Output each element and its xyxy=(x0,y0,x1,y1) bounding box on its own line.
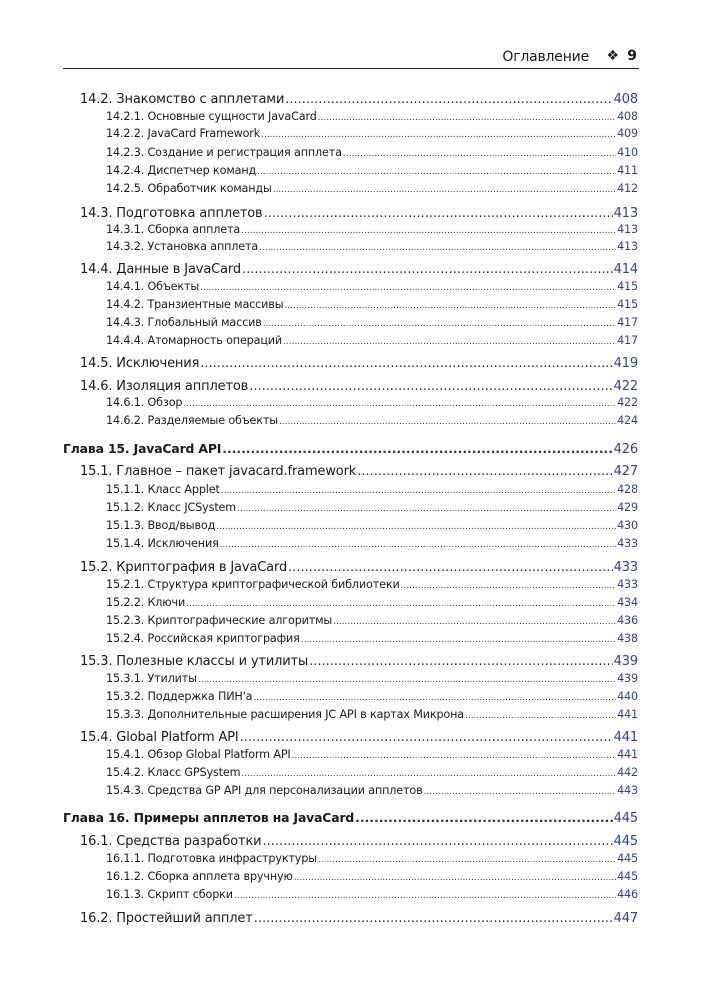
dot-leader xyxy=(234,891,616,901)
entry-title: 15.1.2. Класс JCSystem xyxy=(106,501,237,514)
subsection-entry xyxy=(106,888,638,901)
dot-leader xyxy=(253,693,616,703)
dot-leader xyxy=(254,911,613,926)
section-entry xyxy=(80,730,638,745)
dot-leader xyxy=(263,319,616,329)
subsection-entry xyxy=(106,110,638,123)
chapter-entry xyxy=(63,441,638,457)
entry-page-number: 412 xyxy=(617,182,638,195)
subsection-entry xyxy=(106,280,638,293)
entry-page-number: 413 xyxy=(613,206,638,221)
dot-leader xyxy=(241,769,616,779)
entry-page-number: 409 xyxy=(617,127,638,140)
section-entry xyxy=(80,654,638,669)
subsection-entry xyxy=(106,870,638,883)
entry-page-number: 438 xyxy=(617,632,638,645)
dot-leader xyxy=(401,581,617,591)
entry-page-number: 445 xyxy=(617,852,638,865)
dot-leader xyxy=(309,654,613,669)
dot-leader xyxy=(221,486,616,496)
dot-leader xyxy=(220,540,616,550)
entry-page-number: 433 xyxy=(617,537,638,550)
dot-leader xyxy=(200,283,616,293)
subsection-entry xyxy=(106,316,638,329)
ornament-icon: ❖ xyxy=(606,48,619,64)
dot-leader xyxy=(465,711,616,721)
page-number: 9 xyxy=(627,48,637,64)
subsection-entry xyxy=(106,127,638,140)
entry-page-number: 441 xyxy=(617,748,638,761)
dot-leader xyxy=(285,92,612,107)
dot-leader xyxy=(222,441,612,456)
entry-title: 15.4.3. Средства GP API для персонализации апплетов xyxy=(106,784,423,797)
header-title: Оглавление xyxy=(502,49,589,65)
entry-page-number: 408 xyxy=(613,92,638,107)
entry-page-number: 422 xyxy=(617,396,638,409)
entry-title: 15.3.2. Поддержка ПИН'а xyxy=(106,690,253,703)
dot-leader xyxy=(292,751,617,761)
dot-leader xyxy=(288,560,613,575)
dot-leader xyxy=(318,855,616,865)
entry-page-number: 426 xyxy=(613,442,638,457)
entry-page-number: 433 xyxy=(613,560,638,575)
entry-title: 14.5. Исключения xyxy=(80,356,200,371)
dot-leader xyxy=(283,337,616,347)
entry-title: 14.3.2. Установка апплета xyxy=(106,240,259,253)
subsection-entry xyxy=(106,298,638,311)
subsection-entry xyxy=(106,578,638,591)
entry-page-number: 434 xyxy=(617,596,638,609)
entry-page-number: 417 xyxy=(617,316,638,329)
subsection-entry xyxy=(106,182,638,195)
entry-title: 14.2. Знакомство с апплетами xyxy=(80,92,285,107)
entry-page-number: 422 xyxy=(613,379,638,394)
entry-page-number: 445 xyxy=(617,870,638,883)
entry-page-number: 413 xyxy=(617,240,638,253)
dot-leader xyxy=(183,399,616,409)
subsection-entry xyxy=(106,483,638,496)
section-entry xyxy=(80,92,638,107)
subsection-entry xyxy=(106,537,638,550)
dot-leader xyxy=(357,464,612,479)
entry-page-number: 445 xyxy=(613,811,638,826)
entry-title: 15.2.4. Российская криптография xyxy=(106,632,300,645)
entry-page-number: 413 xyxy=(617,223,638,236)
entry-title: 16.2. Простейший апплет xyxy=(80,911,253,926)
subsection-entry xyxy=(106,708,638,721)
subsection-entry xyxy=(106,748,638,761)
section-entry xyxy=(80,560,638,575)
entry-title: 14.4. Данные в JavaCard xyxy=(80,262,241,277)
entry-title: 14.4.1. Объекты xyxy=(106,280,200,293)
subsection-entry xyxy=(106,672,638,685)
entry-title: Глава 16. Примеры апплетов на JavaCard xyxy=(63,810,355,825)
dot-leader xyxy=(264,206,613,221)
entry-title: 14.2.2. JavaCard Framework xyxy=(106,127,261,140)
entry-title: 15.1.1. Класс Applet xyxy=(106,483,220,496)
chapter-entry xyxy=(63,810,638,826)
subsection-entry xyxy=(106,334,638,347)
subsection-entry xyxy=(106,223,638,236)
entry-page-number: 436 xyxy=(617,614,638,627)
entry-page-number: 445 xyxy=(613,834,638,849)
dot-leader xyxy=(333,617,616,627)
entry-page-number: 440 xyxy=(617,690,638,703)
section-entry xyxy=(80,911,638,926)
entry-page-number: 429 xyxy=(617,501,638,514)
dot-leader xyxy=(284,301,616,311)
entry-title: 14.4.2. Транзиентные массивы xyxy=(106,298,284,311)
entry-title: 15.4. Global Platform API xyxy=(80,730,239,745)
entry-page-number: 439 xyxy=(613,654,638,669)
entry-page-number: 442 xyxy=(617,766,638,779)
entry-page-number: 439 xyxy=(617,672,638,685)
dot-leader xyxy=(424,787,617,797)
section-entry xyxy=(80,464,638,479)
entry-title: 16.1. Средства разработки xyxy=(80,834,262,849)
entry-title: 15.1.4. Исключения xyxy=(106,537,219,550)
dot-leader xyxy=(198,675,616,685)
subsection-entry xyxy=(106,632,638,645)
dot-leader xyxy=(249,379,612,394)
dot-leader xyxy=(301,635,616,645)
dot-leader xyxy=(186,599,616,609)
entry-title: 15.2.1. Структура криптографической библиотеки xyxy=(106,578,400,591)
section-entry xyxy=(80,834,638,849)
entry-title: 15.3.3. Дополнительные расширения JC API в картах Микрона xyxy=(106,708,464,721)
entry-title: 16.1.2. Сборка апплета вручную xyxy=(106,870,293,883)
entry-page-number: 414 xyxy=(613,262,638,277)
entry-page-number: 430 xyxy=(617,519,638,532)
subsection-entry xyxy=(106,164,638,177)
subsection-entry xyxy=(106,414,638,427)
dot-leader xyxy=(241,226,616,236)
subsection-entry xyxy=(106,501,638,514)
entry-title: 15.4.2. Класс GPSystem xyxy=(106,766,241,779)
dot-leader xyxy=(343,149,616,159)
entry-title: 14.4.3. Глобальный массив xyxy=(106,316,262,329)
entry-title: 14.4.4. Атомарность операций xyxy=(106,334,283,347)
dot-leader xyxy=(279,417,616,427)
entry-page-number: 441 xyxy=(617,708,638,721)
dot-leader xyxy=(237,504,616,514)
entry-page-number: 428 xyxy=(617,483,638,496)
entry-title: 14.3. Подготовка апплетов xyxy=(80,206,263,221)
entry-title: 14.2.3. Создание и регистрация апплета xyxy=(106,146,342,159)
dot-leader xyxy=(262,834,612,849)
subsection-entry xyxy=(106,519,638,532)
entry-title: 14.6.1. Обзор xyxy=(106,396,183,409)
entry-title: 14.2.5. Обработчик команды xyxy=(106,182,272,195)
dot-leader xyxy=(240,730,613,745)
entry-title: 16.1.3. Скрипт сборки xyxy=(106,888,233,901)
entry-title: Глава 15. JavaCard API xyxy=(63,441,222,456)
entry-page-number: 408 xyxy=(617,110,638,123)
subsection-entry xyxy=(106,596,638,609)
subsection-entry xyxy=(106,766,638,779)
section-entry xyxy=(80,356,638,371)
subsection-entry xyxy=(106,784,638,797)
entry-title: 14.3.1. Сборка апплета xyxy=(106,223,241,236)
entry-title: 14.6.2. Разделяемые объекты xyxy=(106,414,278,427)
dot-leader xyxy=(273,185,616,195)
dot-leader xyxy=(355,810,612,825)
entry-page-number: 417 xyxy=(617,334,638,347)
entry-page-number: 427 xyxy=(613,464,638,479)
section-entry xyxy=(80,206,638,221)
entry-title: 15.2.2. Ключи xyxy=(106,596,186,609)
subsection-entry xyxy=(106,240,638,253)
subsection-entry xyxy=(106,852,638,865)
entry-title: 14.2.1. Основные сущности JavaCard xyxy=(106,110,317,123)
entry-title: 15.3. Полезные классы и утилиты xyxy=(80,654,309,669)
subsection-entry xyxy=(106,146,638,159)
subsection-entry xyxy=(106,614,638,627)
dot-leader xyxy=(242,262,613,277)
entry-page-number: 415 xyxy=(617,280,638,293)
subsection-entry xyxy=(106,396,638,409)
entry-title: 16.1.1. Подготовка инфраструктуры xyxy=(106,852,317,865)
entry-page-number: 419 xyxy=(613,356,638,371)
entry-title: 15.2. Криптография в JavaCard xyxy=(80,560,288,575)
dot-leader xyxy=(318,113,616,123)
dot-leader xyxy=(261,130,616,140)
section-entry xyxy=(80,379,638,394)
entry-page-number: 433 xyxy=(617,578,638,591)
entry-page-number: 424 xyxy=(617,414,638,427)
subsection-entry xyxy=(106,690,638,703)
entry-page-number: 441 xyxy=(613,730,638,745)
entry-title: 14.2.4. Диспетчер команд xyxy=(106,164,257,177)
entry-page-number: 443 xyxy=(617,784,638,797)
entry-page-number: 411 xyxy=(617,164,638,177)
entry-title: 15.2.3. Криптографические алгоритмы xyxy=(106,614,333,627)
entry-page-number: 415 xyxy=(617,298,638,311)
entry-page-number: 447 xyxy=(613,911,638,926)
entry-title: 14.6. Изоляция апплетов xyxy=(80,379,249,394)
entry-title: 15.1. Главное – пакет javacard.framework xyxy=(80,464,357,479)
dot-leader xyxy=(216,522,616,532)
dot-leader xyxy=(200,356,612,371)
entry-title: 15.3.1. Утилиты xyxy=(106,672,197,685)
dot-leader xyxy=(294,873,616,883)
section-entry xyxy=(80,262,638,277)
entry-page-number: 446 xyxy=(617,888,638,901)
dot-leader xyxy=(259,243,616,253)
entry-title: 15.1.3. Ввод/вывод xyxy=(106,519,216,532)
dot-leader xyxy=(257,167,616,177)
entry-title: 15.4.1. Обзор Global Platform API xyxy=(106,748,291,761)
entry-page-number: 410 xyxy=(617,146,638,159)
